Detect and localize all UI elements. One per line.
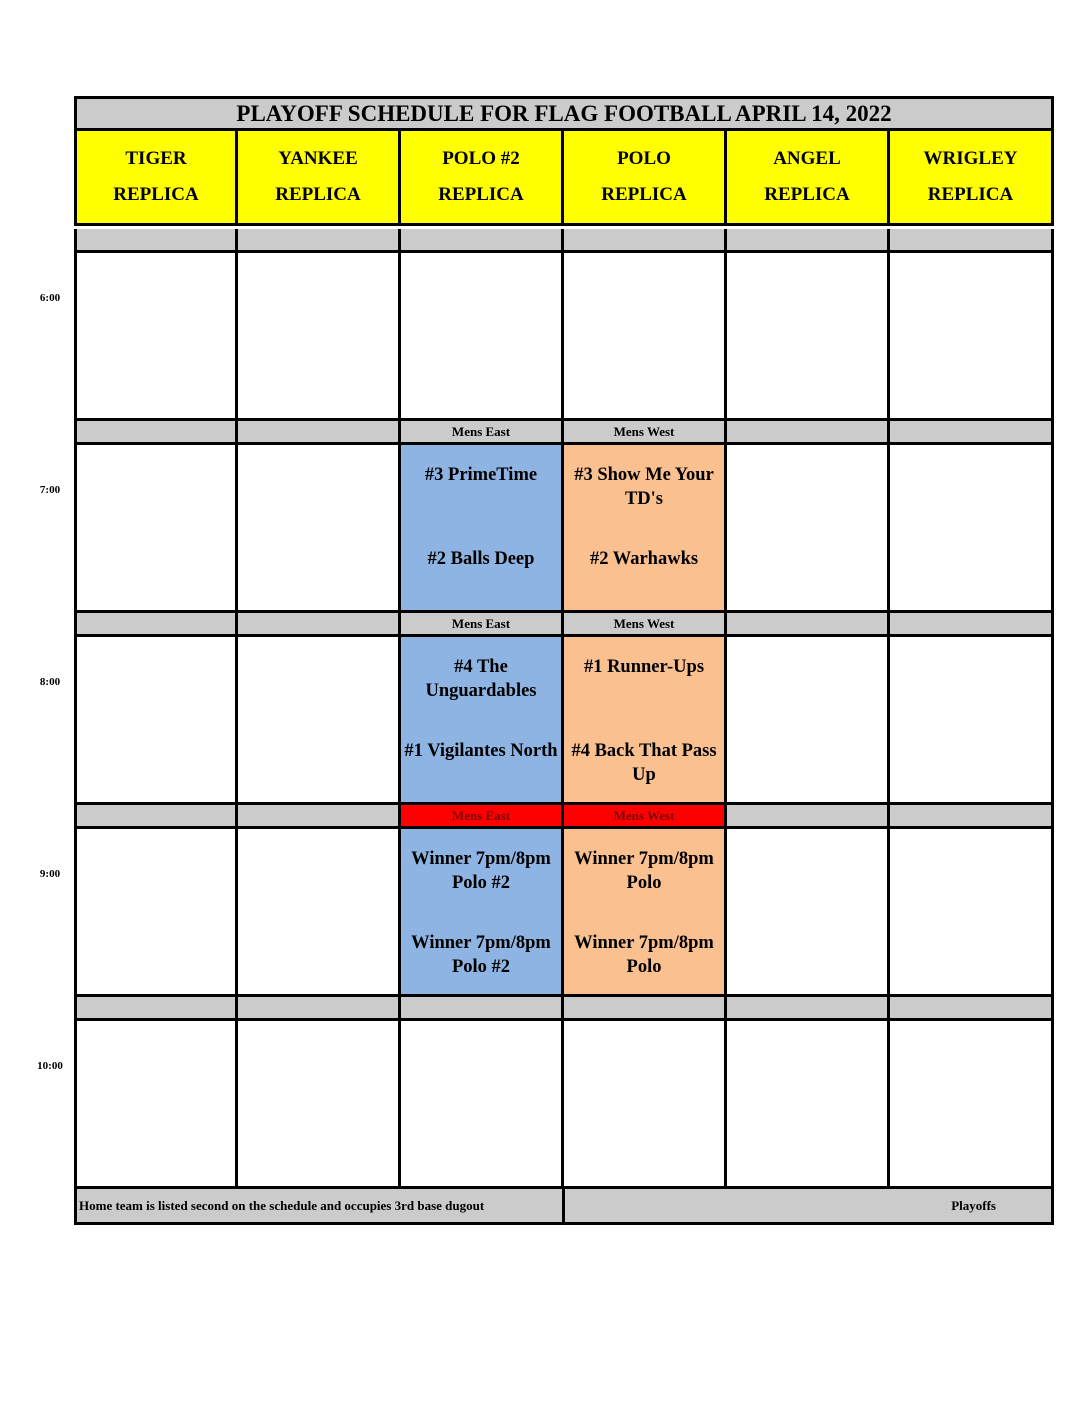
- field-name: YANKEE: [278, 148, 358, 169]
- game-cell: [401, 637, 564, 805]
- slot-label: [238, 229, 401, 253]
- slot-label: [74, 613, 238, 637]
- away-team: #3 Show Me Your TD's: [574, 465, 714, 509]
- empty-slot: [727, 1021, 890, 1189]
- empty-slot: [74, 829, 238, 997]
- slot-label: Mens East: [401, 805, 564, 829]
- empty-slot: [727, 637, 890, 805]
- time-slot-row: [74, 445, 1054, 613]
- slot-label-row: [74, 997, 1054, 1021]
- schedule-title: PLAYOFF SCHEDULE FOR FLAG FOOTBALL APRIL 14, 2022: [74, 96, 1054, 131]
- field-name: POLO #2: [442, 148, 520, 169]
- footer-note: Home team is listed second on the schedule and occupies 3rd base dugout: [74, 1189, 565, 1225]
- slot-label: [74, 997, 238, 1021]
- field-sub: REPLICA: [601, 184, 687, 205]
- empty-slot: [74, 445, 238, 613]
- slot-label: [74, 229, 238, 253]
- empty-slot: [890, 637, 1054, 805]
- away-team: Winner 7pm/8pm Polo: [574, 849, 714, 893]
- game-cell: [564, 829, 727, 997]
- slot-label: Mens West: [564, 613, 727, 637]
- slot-label-row: [74, 229, 1054, 253]
- home-team: Winner 7pm/8pm Polo: [574, 933, 714, 977]
- slot-label: Mens East: [401, 613, 564, 637]
- empty-slot: [890, 253, 1054, 421]
- empty-slot: [727, 445, 890, 613]
- home-team: #2 Balls Deep: [427, 549, 535, 569]
- home-team: #4 Back That Pass Up: [571, 741, 717, 785]
- slot-label: [890, 805, 1054, 829]
- empty-slot: [401, 1021, 564, 1189]
- game-cell: [401, 445, 564, 613]
- empty-slot: [238, 829, 401, 997]
- empty-slot: [890, 1021, 1054, 1189]
- slot-label: [238, 997, 401, 1021]
- empty-slot: [238, 445, 401, 613]
- slot-label: [238, 805, 401, 829]
- field-sub: REPLICA: [113, 184, 199, 205]
- empty-slot: [564, 253, 727, 421]
- slot-label: [727, 805, 890, 829]
- field-header-1: [74, 131, 238, 226]
- time-label: 10:00: [37, 1060, 63, 1072]
- slot-label: [727, 421, 890, 445]
- slot-label: Mens West: [564, 805, 727, 829]
- field-sub: REPLICA: [764, 184, 850, 205]
- field-name: POLO: [617, 148, 671, 169]
- time-label: 7:00: [39, 484, 61, 496]
- slot-label: [890, 229, 1054, 253]
- slot-label: [890, 421, 1054, 445]
- field-header-5: [727, 131, 890, 226]
- home-team: Winner 7pm/8pm Polo #2: [411, 933, 551, 977]
- field-header-3: [401, 131, 564, 226]
- field-sub: REPLICA: [438, 184, 524, 205]
- home-team: #2 Warhawks: [589, 549, 699, 569]
- slot-label: [74, 421, 238, 445]
- game-cell: [564, 445, 727, 613]
- empty-slot: [727, 253, 890, 421]
- field-sub: REPLICA: [275, 184, 361, 205]
- field-name: ANGEL: [773, 148, 841, 169]
- time-label: 6:00: [39, 292, 61, 304]
- slot-label: Mens West: [564, 421, 727, 445]
- slot-label: [401, 997, 564, 1021]
- game-cell: [564, 637, 727, 805]
- slot-label: [890, 997, 1054, 1021]
- field-sub: REPLICA: [927, 184, 1014, 205]
- away-team: #3 PrimeTime: [424, 465, 538, 485]
- slot-label: [727, 997, 890, 1021]
- time-slot-row: [74, 253, 1054, 421]
- empty-slot: [890, 445, 1054, 613]
- slot-label: [564, 229, 727, 253]
- empty-slot: [727, 829, 890, 997]
- field-header-2: [238, 131, 401, 226]
- time-slot-row: [74, 829, 1054, 997]
- empty-slot: [401, 253, 564, 421]
- slot-label: [890, 613, 1054, 637]
- slot-label: [238, 613, 401, 637]
- home-team: #1 Vigilantes North: [404, 741, 558, 761]
- time-label: 9:00: [39, 868, 61, 880]
- time-slot-row: [74, 637, 1054, 805]
- empty-slot: [238, 253, 401, 421]
- empty-slot: [74, 637, 238, 805]
- empty-slot: [74, 1021, 238, 1189]
- slot-label: [564, 997, 727, 1021]
- slot-label-row: [74, 805, 1054, 829]
- field-name: WRIGLEY: [923, 148, 1018, 169]
- slot-label: [74, 805, 238, 829]
- away-team: Winner 7pm/8pm Polo #2: [411, 849, 551, 893]
- empty-slot: [238, 637, 401, 805]
- slot-label-row: [74, 421, 1054, 445]
- footer-tag: Playoffs: [565, 1189, 1054, 1225]
- time-label: 8:00: [39, 676, 61, 688]
- slot-label: [727, 229, 890, 253]
- slot-label-row: [74, 613, 1054, 637]
- slot-label: [238, 421, 401, 445]
- field-header-4: [564, 131, 727, 226]
- empty-slot: [564, 1021, 727, 1189]
- slot-label: [727, 613, 890, 637]
- field-header-6: [890, 131, 1054, 226]
- empty-slot: [890, 829, 1054, 997]
- field-name: TIGER: [125, 148, 187, 169]
- slot-label: [401, 229, 564, 253]
- game-cell: [401, 829, 564, 997]
- schedule-footer: [74, 1189, 1054, 1225]
- empty-slot: [74, 253, 238, 421]
- away-team: #1 Runner-Ups: [583, 657, 705, 677]
- time-slot-row: [74, 1021, 1054, 1189]
- away-team: #4 The Unguardables: [425, 657, 537, 701]
- slot-label: Mens East: [401, 421, 564, 445]
- empty-slot: [238, 1021, 401, 1189]
